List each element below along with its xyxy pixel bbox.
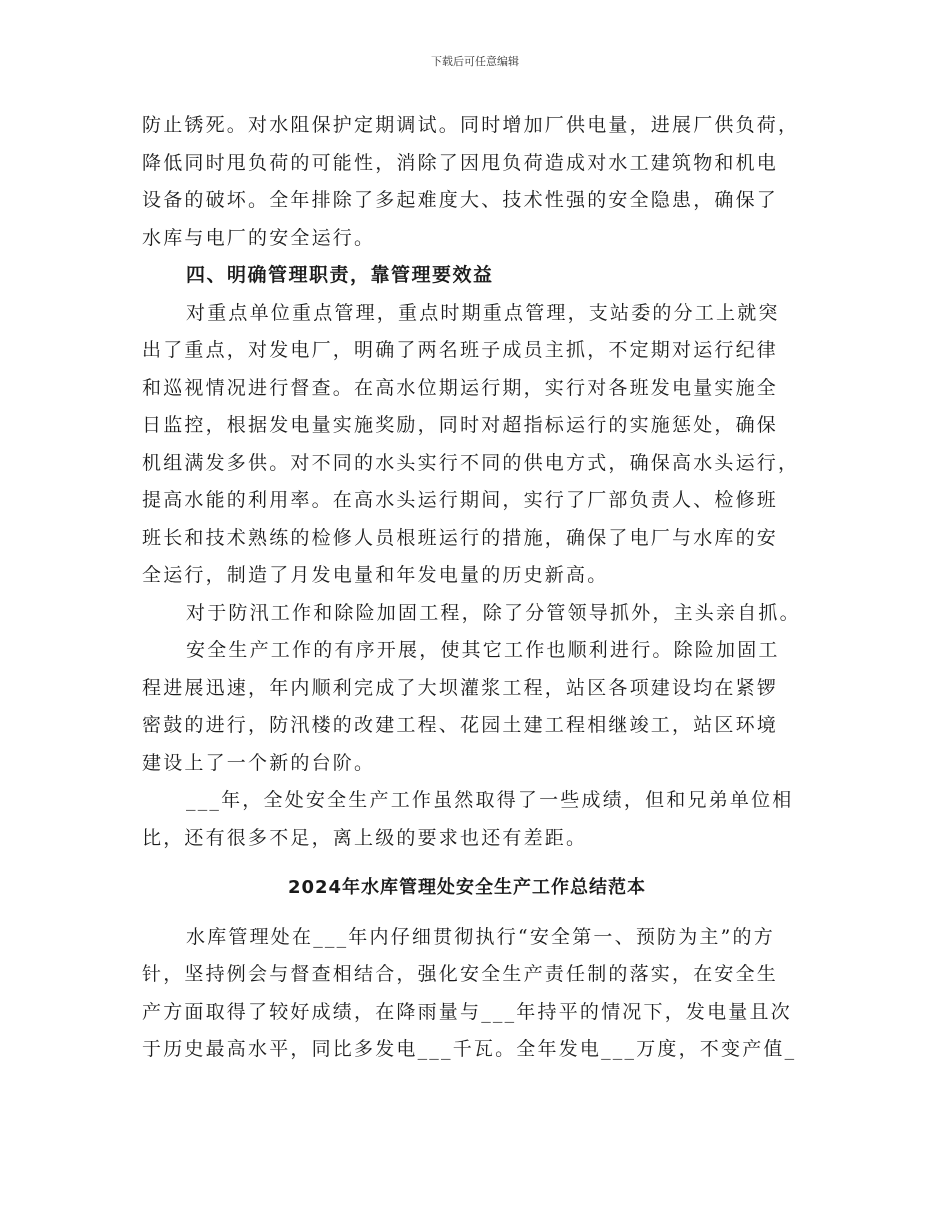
text-line: 出了重点，对发电厂，明确了两名班子成员主抓，不定期对运行纪律 bbox=[142, 339, 779, 361]
text-line: 防止锈死。对水阻保护定期调试。同时增加厂供电量，进展厂供负荷， bbox=[142, 114, 800, 136]
text-line: 水库与电厂的安全运行。 bbox=[142, 226, 376, 249]
text-line: 对于防汛工作和除险加固工程，除了分管领导抓外，主头亲自抓。 bbox=[186, 601, 801, 624]
paragraph-shortcomings bbox=[142, 782, 812, 857]
text-line: 针，坚持例会与督查相结合，强化安全生产责任制的落实，在安全生 bbox=[142, 963, 779, 985]
paragraph-summary-intro bbox=[142, 919, 812, 1069]
text-line: 全运行，制造了月发电量和年发电量的历史新高。 bbox=[142, 564, 609, 586]
text-line: 程进展迅速，年内顺利完成了大坝灌浆工程，站区各项建设均在紧锣 bbox=[142, 676, 779, 699]
document-body bbox=[142, 107, 812, 1069]
text-line: 降低同时甩负荷的可能性，消除了因甩负荷造成对水工建筑物和机电 bbox=[142, 151, 779, 174]
text-line: 建设上了一个新的台阶。 bbox=[142, 751, 376, 774]
text-line: 于历史最高水平，同比多发电___千瓦。全年发电___万度，不变产值_ bbox=[142, 1038, 797, 1060]
text-line: 日监控，根据发电量实施奖励，同时对超指标运行的实施惩处，确保 bbox=[142, 414, 779, 436]
text-line: 对重点单位重点管理，重点时期重点管理，支站委的分工上就突 bbox=[186, 301, 780, 324]
page-header: 下载后可任意编辑 bbox=[431, 55, 519, 68]
text-line: 班长和技术熟练的检修人员根班运行的措施，确保了电厂与水库的安 bbox=[142, 526, 779, 549]
text-line: 设备的破坏。全年排除了多起难度大、技术性强的安全隐患，确保了 bbox=[142, 189, 779, 211]
text-line: ___年，全处安全生产工作虽然取得了一些成绩，但和兄弟单位相 bbox=[186, 789, 794, 811]
document-title: 2024年水库管理处安全生产工作总结范本 bbox=[287, 877, 647, 898]
text-line: 安全生产工作的有序开展，使其它工作也顺利进行。除险加固工 bbox=[186, 639, 780, 661]
text-line: 比，还有很多不足，离上级的要求也还有差距。 bbox=[142, 826, 588, 849]
text-line: 产方面取得了较好成绩，在降雨量与___年持平的情况下，发电量且次 bbox=[142, 1000, 792, 1023]
text-line: 提高水能的利用率。在高水头运行期间，实行了厂部负责人、检修班 bbox=[142, 489, 779, 511]
paragraph-flood-control bbox=[142, 595, 812, 633]
paragraph-continued bbox=[142, 107, 812, 257]
text-line: 和巡视情况进行督查。在高水位期运行期，实行对各班发电量实施全 bbox=[142, 376, 779, 399]
paragraph-management bbox=[142, 295, 812, 595]
text-line: 密鼓的进行，防汛楼的改建工程、花园土建工程相继竣工，站区环境 bbox=[142, 714, 779, 736]
section-heading: 四、明确管理职责，靠管理要效益 bbox=[186, 264, 494, 286]
text-line: 机组满发多供。对不同的水头实行不同的供电方式，确保高水头运行， bbox=[142, 451, 800, 474]
text-line: 水库管理处在___年内仔细贯彻执行“安全第一、预防为主”的方 bbox=[186, 925, 775, 948]
paragraph-orderly-work bbox=[142, 632, 812, 782]
